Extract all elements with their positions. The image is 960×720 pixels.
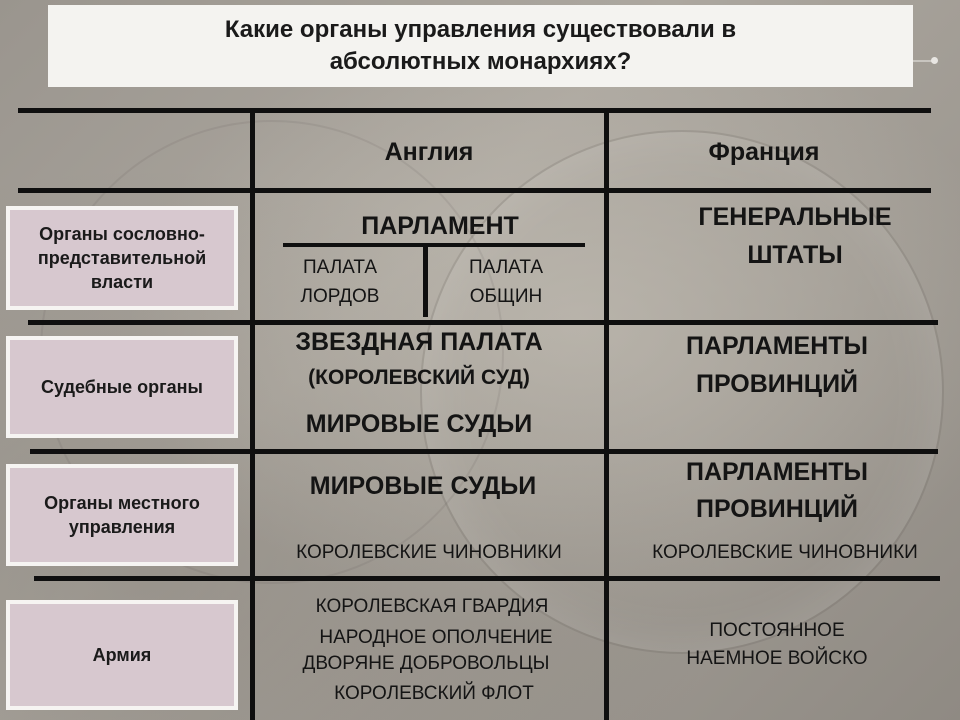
parliament-underline [283,243,585,247]
england-justices-of-peace-1: МИРОВЫЕ СУДЬИ [305,410,533,438]
england-royal-officials: КОРОЛЕВСКИЕ ЧИНОВНИКИ [296,542,562,563]
house-of-lords-1: ПАЛАТА [302,257,378,278]
house-of-lords-2: ЛОРДОВ [300,286,380,307]
parliament-divider [423,247,428,317]
france-provincial-parliaments-2: ПРОВИНЦИЙ [695,370,859,398]
title-decor-dot [931,57,938,64]
grid-line-header [18,188,931,193]
england-militia: НАРОДНОЕ ОПОЛЧЕНИЕ [319,627,553,648]
house-of-commons-1: ПАЛАТА [468,257,544,278]
france-standing-army-2: НАЕМНОЕ ВОЙСКО [686,648,868,669]
column-header-england: Англия [384,138,474,166]
france-standing-army-1: ПОСТОЯННОЕ [709,620,845,641]
row-label-estate: Органы сословно-представительной власти [6,206,238,310]
grid-line-row2 [30,449,938,454]
england-royal-guard: КОРОЛЕВСКАЯ ГВАРДИЯ [315,596,549,617]
france-royal-officials: КОРОЛЕВСКИЕ ЧИНОВНИКИ [652,542,918,563]
england-justices-of-peace-2: МИРОВЫЕ СУДЬИ [309,472,537,500]
column-header-france: Франция [708,138,820,166]
england-royal-court: (КОРОЛЕВСКИЙ СУД) [308,366,530,389]
england-noble-volunteers: ДВОРЯНЕ ДОБРОВОЛЬЦЫ [302,653,550,674]
france-provincial-parliaments-1: ПАРЛАМЕНТЫ [685,332,869,360]
france-estates-general-1: ГЕНЕРАЛЬНЫЕ [698,203,892,231]
france-local-parliaments-2: ПРОВИНЦИЙ [695,495,859,523]
title-box [48,5,913,87]
row-label-army: Армия [6,600,238,710]
england-parliament: ПАРЛАМЕНТ [361,212,519,240]
title-line-2: абсолютных монархиях? [329,48,632,75]
grid-line-row1 [28,320,938,325]
row-label-judicial: Судебные органы [6,336,238,438]
england-royal-navy: КОРОЛЕВСКИЙ ФЛОТ [334,683,534,704]
france-local-parliaments-1: ПАРЛАМЕНТЫ [685,458,869,486]
row-label-local: Органы местного управления [6,464,238,566]
england-star-chamber: ЗВЕЗДНАЯ ПАЛАТА [295,328,543,356]
title-line-1: Какие органы управления существовали в [224,16,737,43]
grid-line-row3 [34,576,940,581]
grid-line-top [18,108,931,113]
house-of-commons-2: ОБЩИН [469,286,543,307]
france-estates-general-2: ШТАТЫ [747,241,843,269]
grid-line-col1 [250,110,255,720]
